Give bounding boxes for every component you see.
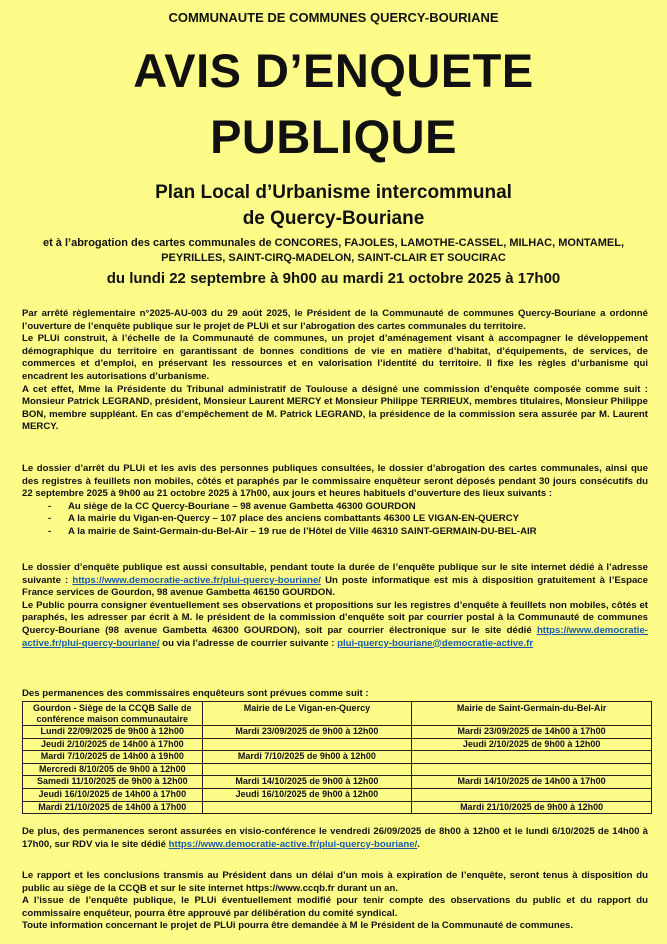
permanences-table <box>22 701 652 814</box>
observations-text: Le Public pourra consigner éventuellement ses observations et propositions sur les registres d’enquête à feuillets non mobiles, côtés et paraphés, les adresser par écrit à M. le président de la commission d’enquête soit par courrier postal à la Communauté de communes Quercy-Bouriane (98 avenue Gambetta 46300 GOURDON), soit par courrier électronique sur le site dédié <box>22 599 648 636</box>
democratie-active-link[interactable]: https://www.democratie-active.fr/plui-quercy-bouriane/ <box>72 574 321 586</box>
table-row <box>23 726 652 739</box>
intro-paragraph-plui: Le PLUi construit, à l’échelle de la Communauté de communes, un projet d’aménagement visant à accompagner le développement démographique du territoire en garantissant de bonnes conditions de vie en matière d’habitat, d’équipements, de services, de commerces et d’emploi, en préservant les ressources et en valorisation l’identité du territoire. Il fixe les règles d’urbanisme qui encadrent les autorisations d’urbanisme. <box>22 333 648 382</box>
locations-list <box>22 501 648 539</box>
table-cell: Jeudi 2/10/2025 de 14h00 à 17h00 <box>23 738 203 751</box>
consultation-section <box>22 562 648 650</box>
table-cell: Mercredi 8/10/205 de 9h00 à 12h00 <box>23 763 203 776</box>
organization-name: COMMUNAUTE DE COMMUNES QUERCY-BOURIANE <box>168 10 499 25</box>
table-cell: Jeudi 16/10/2025 de 9h00 à 12h00 <box>202 788 412 801</box>
plan-subtitle-line2: de Quercy-Bouriane <box>242 208 425 229</box>
inquiry-dates: du lundi 22 septembre à 9h00 au mardi 21 octobre 2025 à 17h00 <box>106 270 561 287</box>
table-cell: Mardi 14/10/2025 de 9h00 à 12h00 <box>202 776 412 789</box>
consultation-text: Le dossier d’enquête publique est aussi consultable, pendant toute la durée de l’enquête publique sur le site internet dédié à l’adresse suivante : <box>22 562 648 586</box>
email-link[interactable]: plui-quercy-bouriane@democratie-active.fr <box>337 637 534 649</box>
table-row <box>23 788 652 801</box>
location-item: - Au siège de la CC Quercy-Bouriane – 98 avenue Gambetta 46300 GOURDON <box>22 501 648 514</box>
closing-paragraph-report: Le rapport et les conclusions transmis au Président dans un délai d’un mois à expiration de l’enquête, seront tenus à disposition du public au siège de la CCQB et sur le site internet https://www.ccqb.fr durant un an. <box>22 870 648 894</box>
permanences-intro: Des permanences des commissaires enquêteurs sont prévues comme suit : <box>22 688 369 699</box>
table-cell: Samedi 11/10/2025 de 9h00 à 12h00 <box>23 776 203 789</box>
visio-paragraph <box>22 826 648 851</box>
democratie-active-link[interactable]: https://www.democratie-active.fr/plui-quercy-bouriane/ <box>168 838 418 850</box>
table-cell: Mardi 14/10/2025 de 14h00 à 17h00 <box>412 776 652 789</box>
column-header-vigan: Mairie de Le Vigan-en-Quercy <box>202 702 412 726</box>
table-cell: Mardi 21/10/2025 de 9h00 à 12h00 <box>412 801 652 814</box>
visio-end: . <box>417 838 420 850</box>
visio-text: De plus, des permanences seront assurées en visio-conférence le vendredi 26/09/2025 de 8h00 à 12h00 et le lundi 6/10/2025 de 14h00 à 17h00, sur RDV via le site dédié <box>22 826 648 850</box>
location-item: - A la mairie de Saint-Germain-du-Bel-Air – 19 rue de l’Hôtel de Ville 46310 SAINT-GERMAIN-DU-BEL-AIR <box>22 526 648 539</box>
intro-paragraph-commission: A cet effet, Mme la Présidente du Tribunal administratif de Toulouse a désigné une commission d’enquête composée comme suit : Monsieur Patrick LEGRAND, président, Monsieur Laurent MERCY et Monsieur Philippe TERRIEUX, membres titulaires, Monsieur Philippe BON, membre suppléant. En cas d’empêchement de M. Patrick LEGRAND, la présidence de la commission sera assurée par M. Laurent MERCY. <box>22 383 648 433</box>
consultation-text-computer: Un poste informatique est mis à disposition gratuitement à l’Espace France services de Gourdon, 98 avenue Gambetta 46150 GOURDON. <box>22 574 648 599</box>
table-cell: Mardi 7/10/2025 de 9h00 à 12h00 <box>202 751 412 764</box>
table-cell: Jeudi 2/10/2025 de 9h00 à 12h00 <box>412 738 652 751</box>
table-cell: Mardi 21/10/2025 de 14h00 à 17h00 <box>23 801 203 814</box>
table-cell <box>412 763 652 776</box>
table-cell <box>202 801 412 814</box>
table-cell <box>202 763 412 776</box>
closing-paragraph-info: Toute information concernant le projet de PLUi pourra être demandée à M le Président de la Communauté de communes. <box>22 920 574 932</box>
observations-paragraph <box>22 600 648 650</box>
notice-title-line1: AVIS D’ENQUETE <box>133 44 534 97</box>
visio-section <box>22 826 648 851</box>
table-row <box>23 801 652 814</box>
table-header-row <box>23 702 652 726</box>
intro-paragraph-decree: Par arrêté règlementaire n°2025-AU-003 du 29 août 2025, le Président de la Communauté de communes Quercy-Bouriane a ordonné l’ouverture de l’enquête publique sur le projet de PLUi et sur l’abrogation des cartes communales du territoire. <box>22 308 648 332</box>
closing-section <box>22 870 648 933</box>
consultation-paragraph <box>22 562 648 600</box>
table-cell: Mardi 23/09/2025 de 14h00 à 17h00 <box>412 726 652 739</box>
democratie-active-link[interactable]: https://www.democratie-active.fr/plui-quercy-bouriane/ <box>22 624 648 649</box>
abrogation-communes: et à l’abrogation des cartes communales de CONCORES, FAJOLES, LAMOTHE-CASSEL, MILHAC, MONTAMEL, PEYRILLES, SAINT-CIRQ-MADELON, SAINT-CLAIR ET SOUCIRAC <box>42 237 625 264</box>
table-cell: Jeudi 16/10/2025 de 14h00 à 17h00 <box>23 788 203 801</box>
table-cell <box>412 788 652 801</box>
dossier-section <box>22 463 648 539</box>
location-item: - A la mairie du Vigan-en-Quercy – 107 place des anciens combattants 46300 LE VIGAN-EN-QUERCY <box>22 513 648 526</box>
notice-title-line2: PUBLIQUE <box>210 110 457 163</box>
column-header-saint-germain: Mairie de Saint-Germain-du-Bel-Air <box>412 702 652 726</box>
column-header-gourdon: Gourdon - Siège de la CCQB Salle de conférence maison communautaire <box>23 702 203 726</box>
table-cell <box>412 751 652 764</box>
table-cell: Mardi 7/10/2025 de 14h00 à 19h00 <box>23 751 203 764</box>
table-cell <box>202 738 412 751</box>
intro-section <box>22 308 648 434</box>
table-row <box>23 738 652 751</box>
plan-subtitle-line1: Plan Local d’Urbanisme intercommunal <box>155 182 512 203</box>
table-row <box>23 763 652 776</box>
table-cell: Mardi 23/09/2025 de 9h00 à 12h00 <box>202 726 412 739</box>
table-cell: Lundi 22/09/2025 de 9h00 à 12h00 <box>23 726 203 739</box>
table-row <box>23 751 652 764</box>
dossier-paragraph: Le dossier d’arrêt du PLUi et les avis des personnes publiques consultées, le dossier d’abrogation des cartes communales, ainsi que des registres à feuillets non mobiles, côtés et paraphés par le commissaire enquêteur seront déposés pendant 30 jours consécutifs du 22 septembre 2025 à 9h00 au 21 octobre 2025 à 17h00, aux jours et heures habituels d’ouverture des lieux suivants : <box>22 463 648 500</box>
table-row <box>23 776 652 789</box>
closing-paragraph-approval: A l’issue de l’enquête publique, le PLUi éventuellement modifié pour tenir compte des observations du public et du rapport du commissaire enquêteur, pourra être approuvé par délibération du comité syndical. <box>22 895 648 919</box>
observations-text-email: ou via l’adresse de courrier suivante : <box>159 637 338 649</box>
